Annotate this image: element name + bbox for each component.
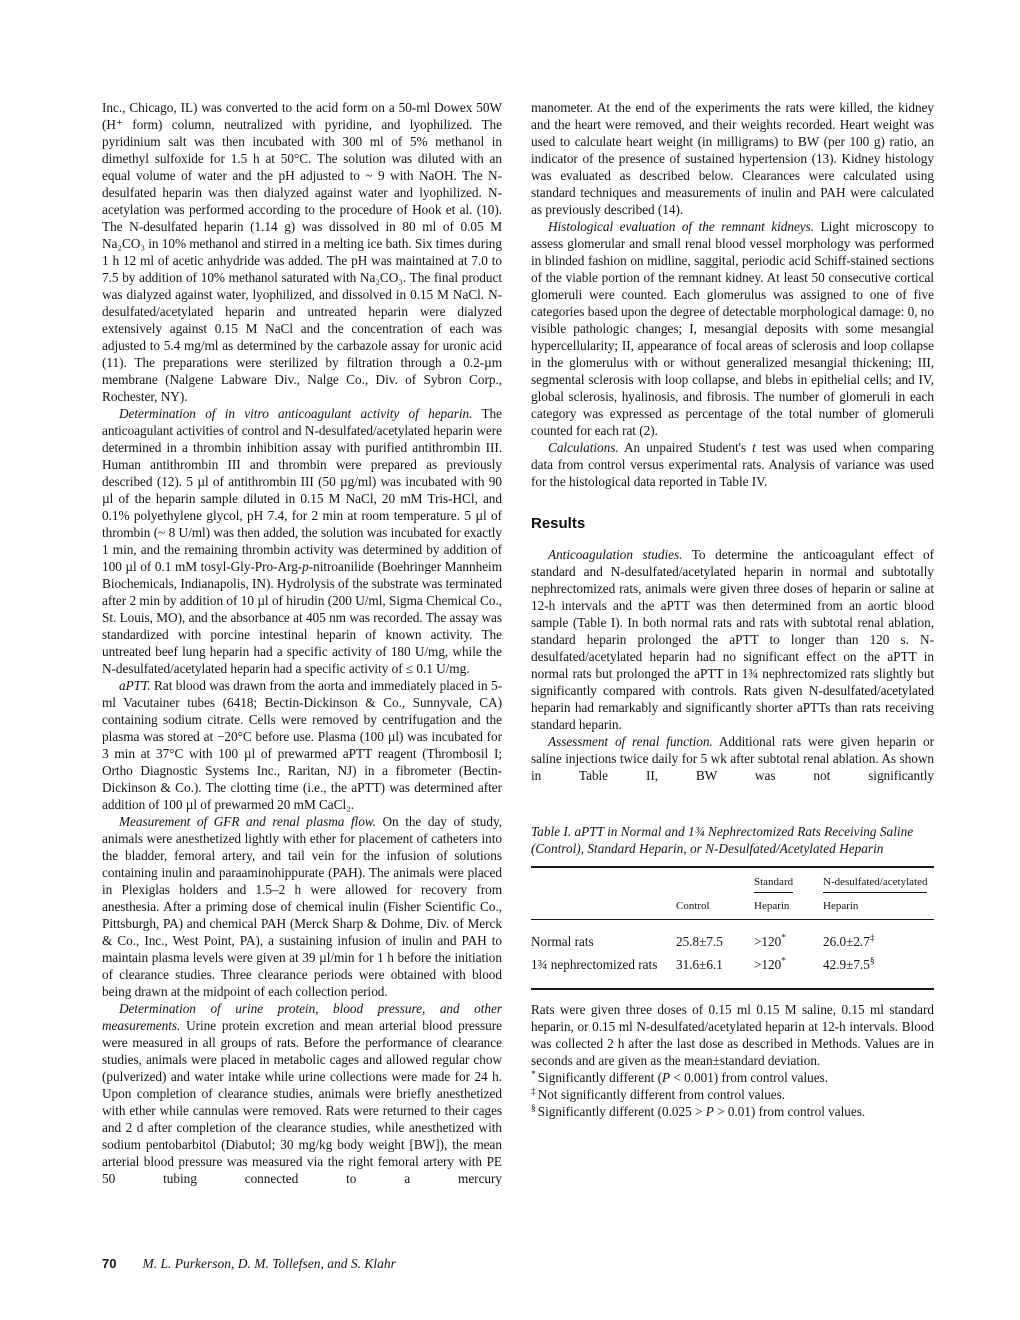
paragraph-text: On the day of study, animals were anesthetized lightly with ether for placement of catheters into the bladder, femoral artery, and tail vein for the infusion of solutions containing inulin and paraaminohippurate (PAH). The animals were placed in Plexiglas holders and 1.5–2 h were allowed for recovery from anesthesia. After a priming dose of chemical inulin (Fisher Scientific Co., Pittsburgh, PA) and chemical PAH (Merck Sharp & Dohme, Div. of Merck & Co., Inc., West Point, PA), a sustaining infusion of inulin and PAH to maintain plasma levels were given at 39 µl/min for 1 h before the initiation of clearance studies. Three clearance periods were obtained with blood being drawn at the midpoint of each collection period. <box>102 814 502 999</box>
left-column <box>102 99 502 1187</box>
paragraph-lead: Determination of in vitro anticoagulant activity of heparin. <box>119 406 473 421</box>
paragraph-lead: aPTT. <box>119 678 151 693</box>
paragraph-text: The anticoagulant activities of control and N-desulfated/acetylated heparin were determined in a thrombin inhibition assay with purified antithrombin III. Human antithrombin III and thrombin were prepared as previously described (12). 5 µl of antithrombin III (50 µg/ml) was incubated with 90 µl of the heparin sample diluted in 0.15 M NaCl, 20 mM Tris-HCl, and 0.1% polyethylene glycol, pH 7.4, for 2 min at room temperature. 5 µl of thrombin (~ 8 U/ml) was then added, the solution was incubated for exactly 1 min, and the remaining thrombin activity was determined by addition of 100 µl of 0.1 mM tosyl-Gly-Pro-Arg- <box>102 406 502 574</box>
table-1-note: Rats were given three doses of 0.15 ml 0.15 M saline, 0.15 ml standard heparin, or 0.15 ml N-desulfated/acetylated heparin at 12-h intervals. Blood was collected 2 h after the last dose as described in Methods. Values are in seconds and are given as the mean±standard deviation. <box>531 1002 934 1068</box>
table-footnote-section <box>531 1103 934 1120</box>
italic-term: P <box>662 1070 671 1085</box>
results-heading: Results <box>531 515 586 532</box>
paragraph-text: Light microscopy to assess glomerular and small renal blood vessel morphology was performed in blinded fashion on midline, saggital, periodic acid Schiff-stained sections of the viable portion of the remnant kidney. At least 50 consecutive cortical glomeruli were counted. Each glomerulus was assigned to one of five categories based upon the degree of detectable morphological damage: 0, no visible pathologic changes; I, mesangial deposits with some mesangial hypercellularity; II, appearance of focal areas of sclerosis and loop collapse in the glomerulus with or without generalized mesangial thickening; III, segmental sclerosis with loop collapse, and blebs in epithelial cells; and IV, global sclerosis, hyalinosis, and fibrosis. The number of glomeruli in each category was expressed as percentage of the total number of glomeruli counted for each rat (2). <box>531 219 934 438</box>
cell-value: 26.0±2.7 <box>823 934 870 949</box>
cell-value: 42.9±7.5 <box>823 957 870 972</box>
paragraph-text: -nitroanilide (Boehringer Mannheim Biochemicals, Indianapolis, IN). Hydrolysis of the substrate was terminated after 2 min by addition of 10 µl of hirudin (200 U/ml, Sigma Chemical Co., St. Louis, MO), and the absorbance at 405 nm was recorded. The assay was standardized with porcine intestinal heparin of known activity. The untreated beef lung heparin had a specific activity of 180 U/mg, while the N-desulfated/acetylated heparin had a specific activity of ≤ 0.1 U/mg. <box>102 559 502 676</box>
cell-value: 31.6±6.1 <box>676 957 723 972</box>
cell-value: >120 <box>754 957 782 972</box>
footnote-marker: ‡ <box>531 1086 536 1097</box>
footnote-marker: ‡ <box>869 933 875 944</box>
cell-standard-heparin-value <box>754 920 823 954</box>
table-1-section <box>531 823 934 1120</box>
paragraph-aptt-method <box>102 677 502 813</box>
paragraph-lead: Measurement of GFR and renal plasma flow. <box>119 814 376 829</box>
italic-term: t <box>752 440 756 455</box>
footer-authors: M. L. Purkerson, D. M. Tollefsen, and S. Klahr <box>142 1256 396 1271</box>
cell-value: 25.8±7.5 <box>676 934 723 949</box>
column-header-heparin-ndesulfated: Heparin <box>823 893 934 920</box>
footnote-marker: * <box>531 1069 536 1080</box>
right-column <box>531 99 934 1120</box>
paragraph-text: test was used when comparing data from control versus experimental rats. Analysis of variance was used for the histological data reported in Table IV. <box>531 440 934 489</box>
page-footer <box>102 1255 396 1272</box>
paragraph-text: Additional rats were given heparin or saline injections twice daily for 5 wk after subtotal renal ablation. As shown in Table II, BW was not significantly <box>531 734 934 783</box>
paragraph-lead: Assessment of renal function. <box>548 734 713 749</box>
group-header-label: N-desulfated/acetylated <box>823 876 927 893</box>
cell-standard-heparin-value <box>754 953 823 989</box>
footnote-marker: * <box>781 933 786 944</box>
paragraph-text: manometer. At the end of the experiments the rats were killed, the kidney and the heart were removed, and their weights recorded. Heart weight was used to calculate heart weight (in milligrams) to BW (per 100 g) ratio, an indicator of the presence of sustained hypertension (13). Kidney histology was evaluated as described below. Clearances were calculated using standard techniques and measurements of inulin and PAH were calculated as previously described (14). <box>531 100 934 217</box>
table-cell-empty <box>531 893 676 920</box>
table-cell-empty <box>531 867 676 893</box>
paragraph-text: Rat blood was drawn from the aorta and immediately placed in 5-ml Vacutainer tubes (6418; Bectin-Dickinson & Co., Sunnyvale, CA) containing sodium citrate. Cells were removed by centrifugation and the plasma was stored at −20°C before use. Plasma (100 µl) was incubated for 3 min at 37°C with 100 µl of prewarmed aPTT reagent (Thrombosil I; Ortho Diagnostic Systems Inc., Raritan, NJ) in a fibrometer (Bectin-Dickinson & Co.). The clotting time (i.e., the aPTT) was determined after addition of 100 µl of prewarmed 20 mM CaCl₂. <box>102 678 502 812</box>
italic-term: P <box>705 1104 714 1119</box>
table-row-normal-rats <box>531 920 934 954</box>
paragraph-renal-function <box>531 733 934 784</box>
column-header-control: Control <box>676 893 754 920</box>
table-cell-empty <box>676 867 754 893</box>
paragraph-manometer-continuation <box>531 99 934 218</box>
cell-control-value <box>676 920 754 954</box>
cell-ndesulfated-heparin-value <box>823 920 934 954</box>
footnote-marker: § <box>531 1103 536 1114</box>
paragraph-calculations <box>531 439 934 490</box>
row-label: Normal rats <box>531 934 594 949</box>
group-header-standard <box>754 867 823 893</box>
cell-value: >120 <box>754 934 782 949</box>
paragraph-lead: Anticoagulation studies. <box>548 547 683 562</box>
table-1-grid <box>531 866 934 990</box>
table-footnote-asterisk <box>531 1069 934 1086</box>
table-subheader-row <box>531 893 934 920</box>
page-number: 70 <box>102 1256 117 1271</box>
table-footnote-double-dagger <box>531 1086 934 1103</box>
footnote-marker: § <box>869 956 875 967</box>
paragraph-gfr-measurement <box>102 813 502 1000</box>
group-header-ndesulfated <box>823 867 934 893</box>
paragraph-histological-evaluation <box>531 218 934 439</box>
paragraph-anticoagulation-studies <box>531 546 934 733</box>
paragraph-lead: Determination of urine protein, blood pressure, and other measurements. <box>102 1001 502 1033</box>
paragraph-lead: Calculations. <box>548 440 619 455</box>
footnote-text: Significantly different (0.025 > <box>537 1104 706 1119</box>
row-label-text: 1¾ nephrectomized rats <box>531 957 658 972</box>
column-header-heparin-standard: Heparin <box>754 893 823 920</box>
paragraph-text: To determine the anticoagulant effect of standard and N-desulfated/acetylated heparin in normal and subtotally nephrectomized rats, animals were given three doses of heparin or saline at 12-h intervals and the aPTT was then determined from an aortic blood sample (Table I). In both normal rats and rats with subtotal renal ablation, standard heparin prolonged the aPTT to longer than 120 s. N-desulfated/acetylated heparin had no significant effect on the aPTT in normal rats but prolonged the aPTT in 1¾ nephrectomized rats slightly but significantly compared with controls. Rats given N-desulfated/acetylated heparin had remarkably and significantly shorter aPTTs than rats receiving standard heparin. <box>531 547 934 732</box>
italic-term: p <box>302 559 309 574</box>
paragraph-invitro-anticoagulant-activity <box>102 405 502 677</box>
paragraph-text: Urine protein excretion and mean arterial blood pressure were measured in all groups of rats. Before the performance of clearance studies, animals were placed in metabolic cages and allowed regular chow (pulverized) and water intake while urine collections were made for 24 h. Upon completion of clearance studies, animals were briefly anesthetized with ether while cannulas were removed. Rats were returned to their cages and 2 d after completion of the clearance studies, while anesthetized with sodium pentobarbitol (Diabutol; 30 mg/kg body weight [BW]), the mean arterial blood pressure was measured via the right femoral artery with PE 50 tubing connected to a mercury <box>102 1018 502 1186</box>
footnote-text: < 0.001) from control values. <box>670 1070 829 1085</box>
cell-control-value <box>676 953 754 989</box>
table-row-nephrectomized-rats <box>531 953 934 989</box>
paragraph-text: An unpaired Student's <box>618 440 753 455</box>
cell-ndesulfated-heparin-value <box>823 953 934 989</box>
paragraph-text: Inc., Chicago, IL) was converted to the acid form on a 50-ml Dowex 50W (H⁺ form) column, neutralized with pyridine, and lyophilized. The pyridinium salt was then incubated with 300 ml of 5% methanol in dimethyl sulfoxide for 1.5 h at 50°C. The solution was diluted with an equal volume of water and the pH adjusted to ~ 9 with NaOH. The N-desulfated heparin was then dialyzed against water and lyophilized. N-acetylation was performed according to the procedure of Hook et al. (10). The N-desulfated heparin (1.14 g) was dissolved in 80 ml of 0.05 M Na₂CO₃ in 10% methanol and stirred in a melting ice bath. Six times during 1 h 12 ml of acetic anhydride was added. The pH was maintained at 7.0 to 7.5 by addition of 10% methanol saturated with Na₂CO₃. The final product was dialyzed against water, lyophilized, and dissolved in 0.15 M NaCl. N-desulfated/acetylated heparin and untreated heparin were dialyzed extensively against 0.15 M NaCl and the concentration of each was adjusted to 5.4 mg/ml as determined by the carbazole assay for uronic acid (11). The preparations were sterilized by filtration through a 0.2-µm membrane (Nalgene Labware Div., Nalge Co., Div. of Sybron Corp., Rochester, NY). <box>102 100 502 404</box>
group-header-label: Standard <box>754 876 793 893</box>
footnote-text: Not significantly different from control values. <box>537 1087 786 1102</box>
footnote-text: Significantly different ( <box>537 1070 663 1085</box>
table-group-header-row <box>531 867 934 893</box>
paragraph-urine-protein <box>102 1000 502 1187</box>
row-label <box>531 953 676 989</box>
paragraph-lead: Histological evaluation of the remnant kidneys. <box>548 219 815 234</box>
paragraph-heparin-preparation <box>102 99 502 405</box>
footnote-text: > 0.01) from control values. <box>713 1104 866 1119</box>
footnote-marker: * <box>781 956 786 967</box>
table-1-title: Table I. aPTT in Normal and 1¾ Nephrectomized Rats Receiving Saline (Control), Standard Heparin, or N-Desulfated/Acetylated Heparin <box>531 824 914 856</box>
